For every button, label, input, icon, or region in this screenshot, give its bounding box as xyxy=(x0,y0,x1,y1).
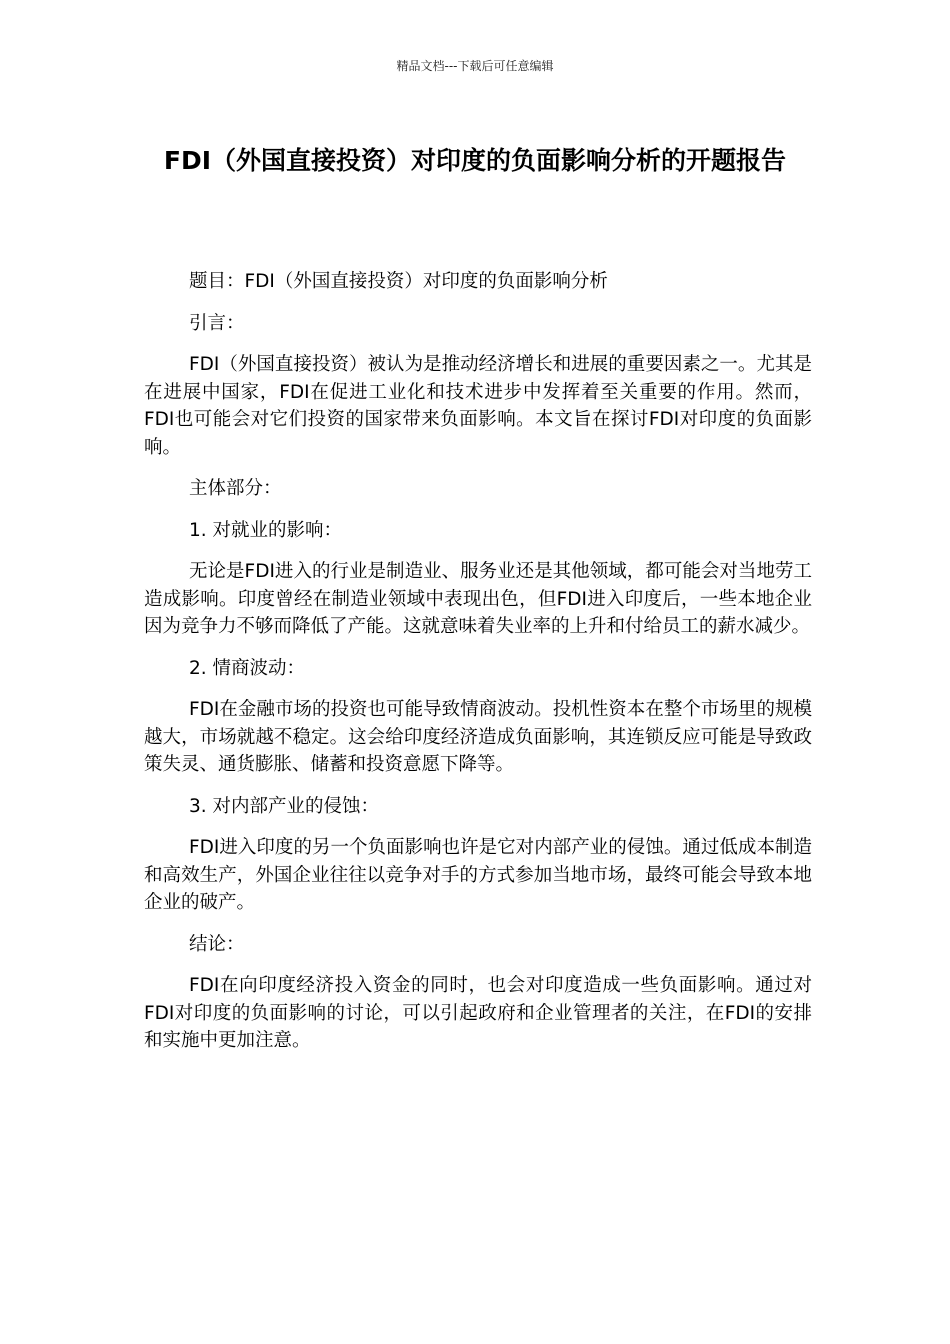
document-title: FDI（外国直接投资）对印度的负面影响分析的开题报告 xyxy=(163,146,787,175)
intro-paragraph: FDI（外国直接投资）被认为是推动经济增长和进展的重要因素之一。尤其是在进展中国家，FDI在促进工业化和技术进步中发挥着至关重要的作用。然而，FDI也可能会对它们投资的国家带来负面影响。本文旨在探讨FDI对印度的负面影响。 xyxy=(144,354,812,458)
section3-heading: 3. 对内部产业的侵蚀： xyxy=(189,795,380,817)
section2-heading: 2. 情商波动： xyxy=(189,657,306,679)
section3-paragraph: FDI进入印度的另一个负面影响也许是它对内部产业的侵蚀。通过低成本制造和高效生产，外国企业往往以竞争对手的方式参加当地市场，最终可能会导致本地企业的破产。 xyxy=(144,837,812,913)
section1-paragraph: 无论是FDI进入的行业是制造业、服务业还是其他领域，都可能会对当地劳工造成影响。印度曾经在制造业领域中表现出色，但FDI进入印度后，一些本地企业因为竞争力不够而降低了产能。这就意味着失业率的上升和付给员工的薪水减少。 xyxy=(144,561,812,637)
conclusion-paragraph: FDI在向印度经济投入资金的同时，也会对印度造成一些负面影响。通过对FDI对印度的负面影响的讨论，可以引起政府和企业管理者的关注，在FDI的安排和实施中更加注意。 xyxy=(144,975,812,1051)
header-note: 精品文档---下载后可任意编辑 xyxy=(396,59,554,73)
main-heading: 主体部分： xyxy=(189,478,282,499)
section1-heading: 1. 对就业的影响： xyxy=(189,519,343,541)
topic-line: 题目：FDI（外国直接投资）对印度的负面影响分析 xyxy=(189,271,608,292)
conclusion-heading: 结论： xyxy=(189,933,245,955)
intro-heading: 引言： xyxy=(189,312,245,334)
document-body xyxy=(144,268,812,1069)
section2-paragraph: FDI在金融市场的投资也可能导致情商波动。投机性资本在整个市场里的规模越大，市场就越不稳定。这会给印度经济造成负面影响，其连锁反应可能是导致政策失灵、通货膨胀、储蓄和投资意愿下降等。 xyxy=(144,699,812,775)
